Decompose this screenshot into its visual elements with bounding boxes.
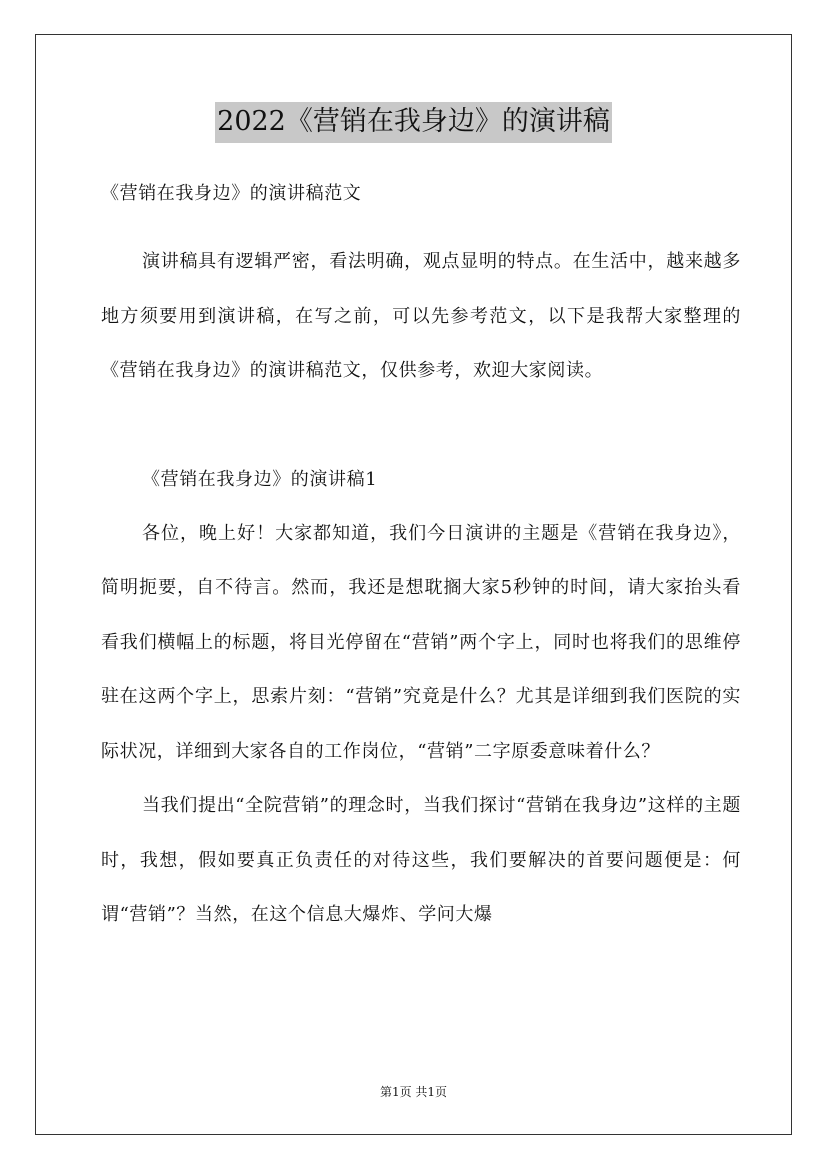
intro-paragraph: 演讲稿具有逻辑严密，看法明确，观点显明的特点。在生活中，越来越多地方须要用到演讲稿，在写之前，可以先参考范文，以下是我帮大家整理的《营销在我身边》的演讲稿范文，仅供参考，欢迎大家阅读。	[101, 251, 741, 381]
body-paragraph: 各位，晚上好！大家都知道，我们今日演讲的主题是《营销在我身边》，简明扼要，自不待言。然而，我还是想耽搁大家5秒钟的时间，请大家抬头看看我们横幅上的标题，将目光停留在“营销”两个字上，同时也将我们的思维停驻在这两个字上，思索片刻：“营销”究竟是什么？尤其是详细到我们医院的实际状况，详细到大家各自的工作岗位，“营销”二字原委意味着什么？	[101, 522, 741, 762]
document-body	[101, 177, 741, 943]
title-container	[0, 102, 827, 143]
section-heading: 《营销在我身边》的演讲稿1	[142, 468, 378, 490]
document-subtitle: 《营销在我身边》的演讲稿范文	[101, 183, 362, 204]
page-footer: 第1页 共1页	[379, 1085, 448, 1099]
document-title: 2022《营销在我身边》的演讲稿	[215, 102, 612, 143]
body-paragraph: 当我们提出“全院营销”的理念时，当我们探讨“营销在我身边”这样的主题时，我想，假如要真正负责任的对待这些，我们要解决的首要问题便是：何谓“营销”？当然，在这个信息大爆炸、学问大爆	[101, 795, 741, 925]
blank-line	[101, 399, 741, 453]
